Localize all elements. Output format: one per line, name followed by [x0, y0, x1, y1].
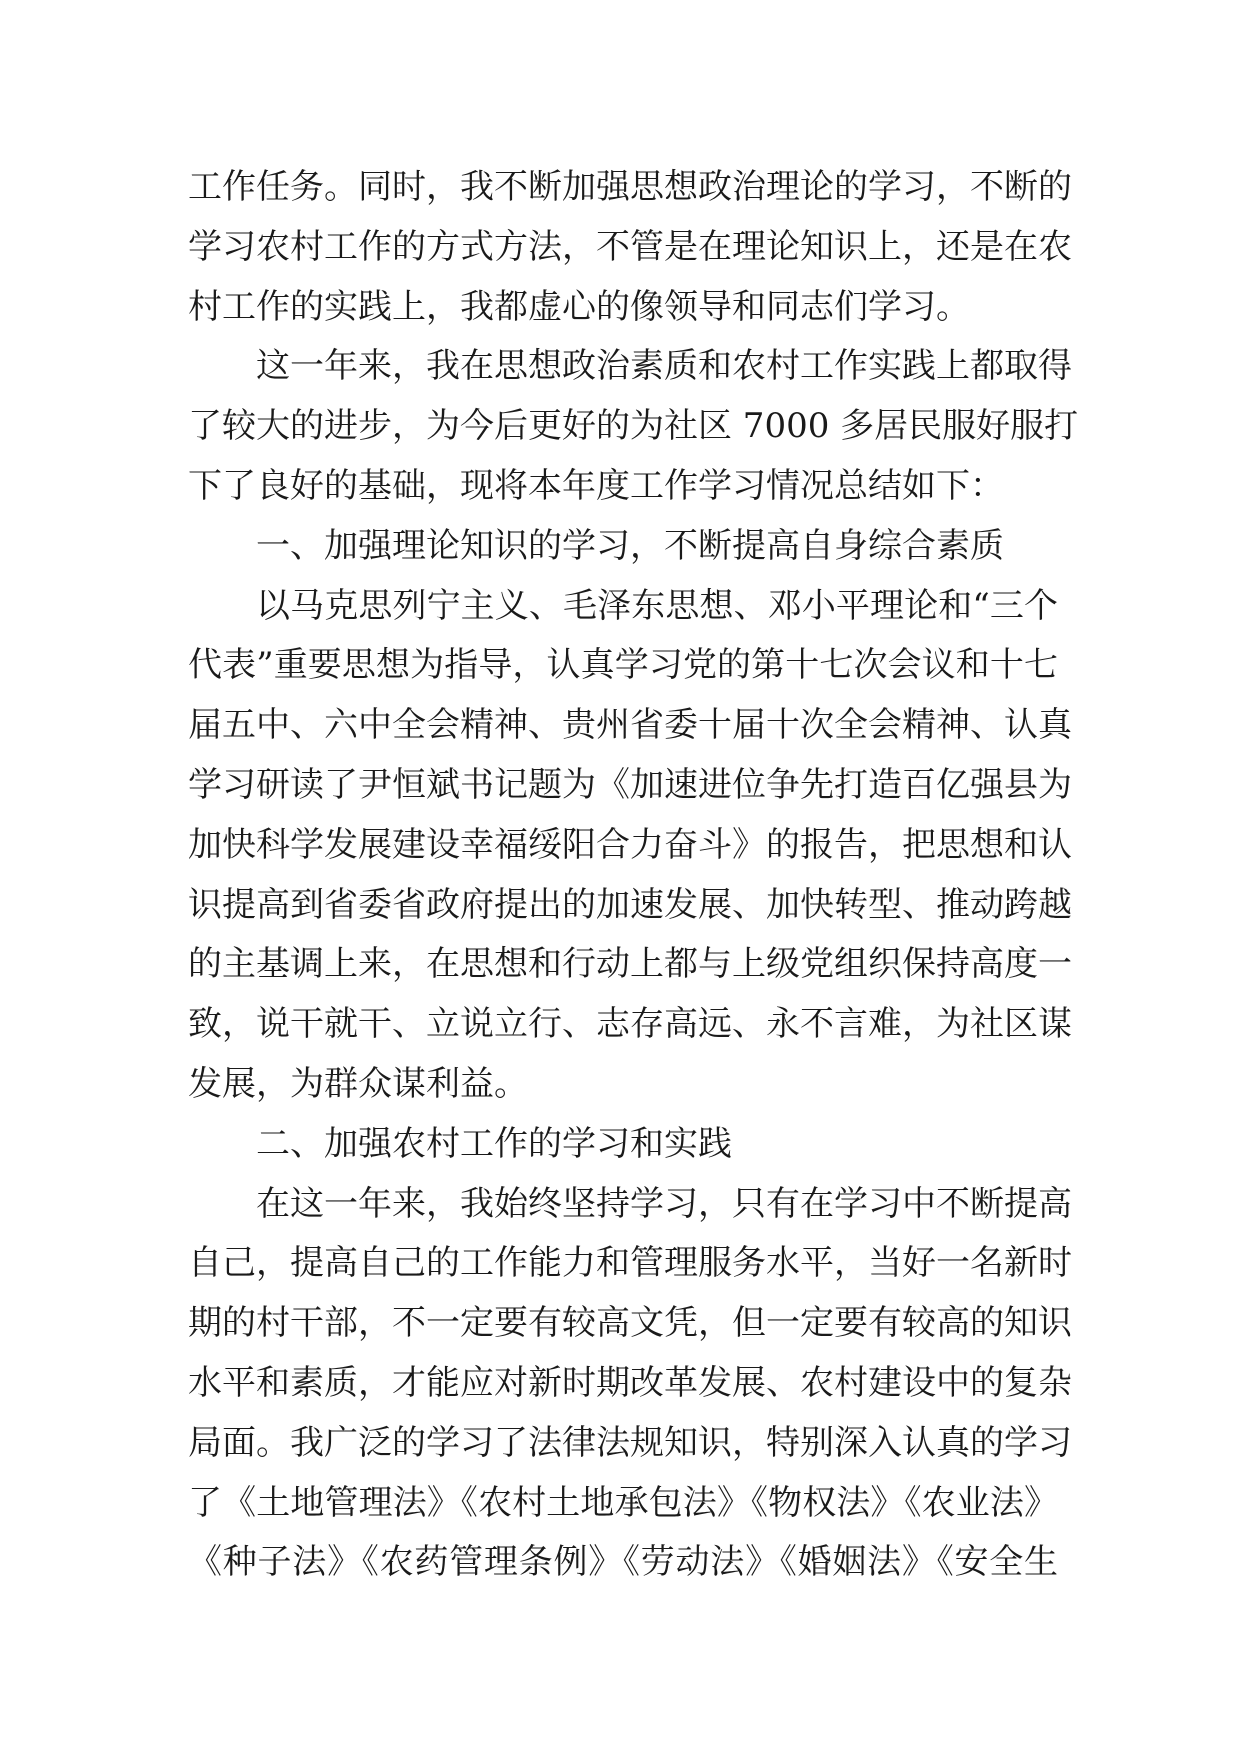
text-line: 了较大的进步，为今后更好的为社区 7000 多居民服好服打 — [188, 406, 1079, 447]
text-line: 学习研读了尹恒斌书记题为《加速进位争先打造百亿强县为 — [188, 764, 1072, 805]
paragraph-1 — [188, 158, 1072, 337]
paragraph-3 — [188, 577, 1072, 1115]
text-line: 《种子法》《农药管理条例》《劳动法》《婚姻法》《安全生 — [188, 1542, 1058, 1583]
text-line: 学习农村工作的方式方法，不管是在理论知识上，还是在农 — [188, 226, 1072, 267]
text-line: 下了良好的基础，现将本年度工作学习情况总结如下： — [188, 465, 1004, 506]
heading-line: 一、加强理论知识的学习，不断提高自身综合素质 — [256, 525, 1004, 566]
text-line: 局面。我广泛的学习了法律法规知识，特别深入认真的学习 — [188, 1422, 1072, 1463]
text-line: 致，说干就干、立说立行、志存高远、永不言难，为社区谋 — [188, 1004, 1072, 1045]
paragraph-2 — [188, 337, 1079, 516]
text-line: 的主基调上来，在思想和行动上都与上级党组织保持高度一 — [188, 944, 1072, 985]
text-line: 发展，为群众谋利益。 — [188, 1063, 528, 1104]
text-line: 在这一年来，我始终坚持学习，只有在学习中不断提高 — [256, 1183, 1072, 1224]
text-line: 自己，提高自己的工作能力和管理服务水平，当好一名新时 — [188, 1243, 1072, 1284]
section-heading-1 — [188, 517, 1058, 577]
section-heading-2 — [188, 1115, 1058, 1175]
paragraph-4 — [188, 1175, 1072, 1594]
text-line: 加快科学发展建设幸福绥阳合力奋斗》的报告，把思想和认 — [188, 824, 1072, 865]
text-line: 村工作的实践上，我都虚心的像领导和同志们学习。 — [188, 286, 970, 327]
text-line: 识提高到省委省政府提出的加速发展、加快转型、推动跨越 — [188, 884, 1072, 925]
text-line: 工作任务。同时，我不断加强思想政治理论的学习，不断的 — [188, 167, 1072, 207]
text-line: 期的村干部，不一定要有较高文凭，但一定要有较高的知识 — [188, 1303, 1072, 1344]
text-line: 以马克思列宁主义、毛泽东思想、邓小平理论和“三个 — [256, 585, 1058, 626]
heading-line: 二、加强农村工作的学习和实践 — [256, 1123, 732, 1164]
text-line: 届五中、六中全会精神、贵州省委十届十次全会精神、认真 — [188, 705, 1072, 746]
text-line: 这一年来，我在思想政治素质和农村工作实践上都取得 — [256, 346, 1072, 387]
document-body — [188, 158, 1079, 1593]
text-line: 代表”重要思想为指导，认真学习党的第十七次会议和十七 — [188, 645, 1058, 686]
text-line: 水平和素质，才能应对新时期改革发展、农村建设中的复杂 — [188, 1362, 1072, 1403]
text-line: 了《土地管理法》《农村土地承包法》《物权法》《农业法》 — [188, 1482, 1058, 1523]
